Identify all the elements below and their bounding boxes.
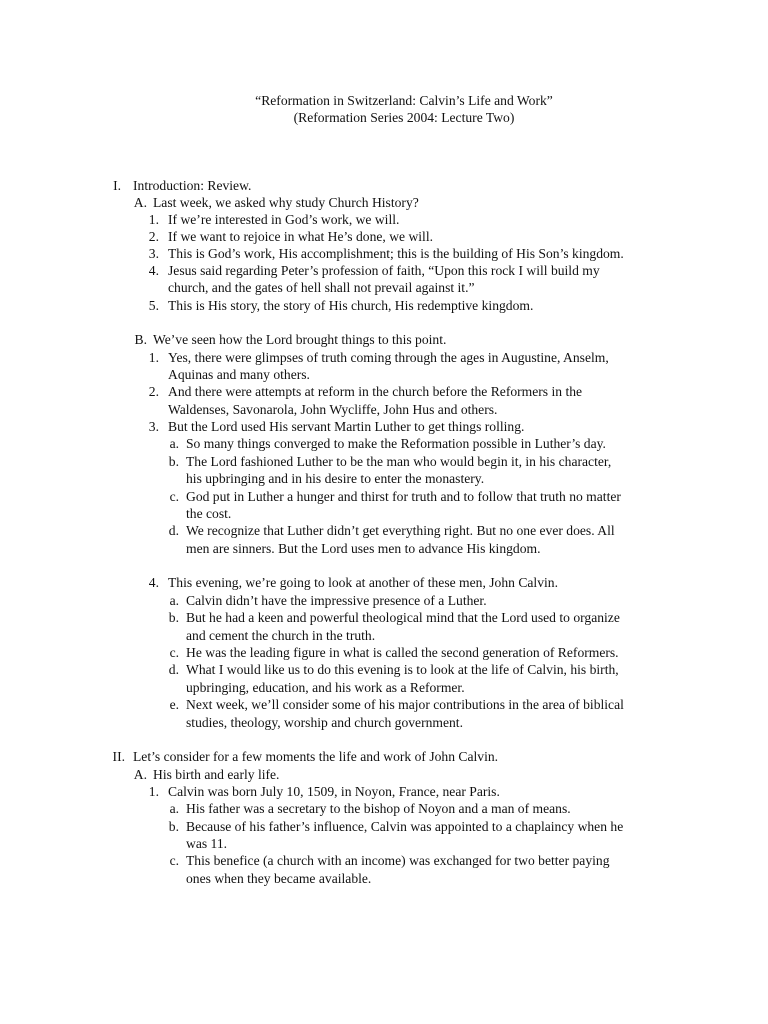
outline-text: Next week, we’ll consider some of his major contributions in the area of biblical — [186, 697, 624, 712]
outline-text: If we’re interested in God’s work, we will. — [168, 212, 400, 227]
outline-label: d. — [168, 523, 179, 538]
outline-label: b. — [168, 454, 179, 469]
outline-label: c. — [169, 645, 179, 660]
outline-label: 3. — [148, 246, 159, 261]
outline-label: 1. — [148, 212, 159, 227]
outline-text: And there were attempts at reform in the church before the Reformers in the — [168, 384, 583, 399]
outline-label: A. — [133, 195, 147, 210]
outline-label: I. — [113, 178, 121, 193]
outline-label: 3. — [148, 419, 159, 434]
outline-label: 1. — [148, 350, 159, 365]
outline-text: upbringing, education, and his work as a Reformer. — [186, 680, 465, 695]
outline-text: We’ve seen how the Lord brought things to this point. — [153, 332, 447, 347]
outline-label: 4. — [148, 263, 159, 278]
outline-label: c. — [169, 489, 179, 504]
outline-text: Aquinas and many others. — [168, 367, 310, 382]
outline-text: church, and the gates of hell shall not prevail against it.” — [168, 280, 475, 295]
outline-text: Calvin was born July 10, 1509, in Noyon, France, near Paris. — [168, 784, 500, 799]
outline-text: This is God’s work, His accomplishment; this is the building of His Son’s kingdom. — [168, 246, 624, 261]
outline-label: c. — [169, 853, 179, 868]
outline-text: This evening, we’re going to look at another of these men, John Calvin. — [168, 575, 558, 590]
outline-label: 4. — [148, 575, 159, 590]
outline-text: ones when they became available. — [186, 871, 372, 886]
outline-label: b. — [168, 610, 179, 625]
outline-text: What I would like us to do this evening is to look at the life of Calvin, his birth, — [186, 662, 619, 677]
outline-text: But he had a keen and powerful theological mind that the Lord used to organize — [186, 610, 620, 625]
outline-text: Waldenses, Savonarola, John Wycliffe, John Hus and others. — [168, 402, 498, 417]
outline-label: a. — [169, 593, 179, 608]
outline-text: Introduction: Review. — [133, 178, 252, 193]
outline-text: This is His story, the story of His church, His redemptive kingdom. — [168, 298, 534, 313]
outline-text: Let’s consider for a few moments the life and work of John Calvin. — [133, 749, 499, 764]
document-title: “Reformation in Switzerland: Calvin’s Life and Work” — [255, 93, 553, 108]
outline-label: 1. — [148, 784, 159, 799]
outline-label: b. — [168, 819, 179, 834]
outline-text: His birth and early life. — [153, 767, 280, 782]
outline-label: e. — [169, 697, 179, 712]
outline-label: 2. — [148, 384, 159, 399]
outline-text: We recognize that Luther didn’t get everything right. But no one ever does. All — [186, 523, 615, 538]
outline-text: his upbringing and in his desire to enter the monastery. — [186, 471, 485, 486]
outline-text: Calvin didn’t have the impressive presence of a Luther. — [186, 593, 487, 608]
outline-text: If we want to rejoice in what He’s done, we will. — [168, 229, 433, 244]
outline-text: the cost. — [186, 506, 232, 521]
outline-label: 2. — [148, 229, 159, 244]
outline-text: So many things converged to make the Reformation possible in Luther’s day. — [186, 436, 606, 451]
outline-label: a. — [169, 436, 179, 451]
outline-label: A. — [133, 767, 147, 782]
outline-text: God put in Luther a hunger and thirst for truth and to follow that truth no matter — [186, 489, 621, 504]
outline-text: Last week, we asked why study Church History? — [153, 195, 419, 210]
outline-text: studies, theology, worship and church government. — [186, 715, 463, 730]
outline-label: a. — [169, 801, 179, 816]
document-subtitle: (Reformation Series 2004: Lecture Two) — [293, 110, 515, 125]
outline-text: men are sinners. But the Lord uses men to advance His kingdom. — [186, 541, 541, 556]
outline-text: But the Lord used His servant Martin Luther to get things rolling. — [168, 419, 525, 434]
outline-text: He was the leading figure in what is called the second generation of Reformers. — [186, 645, 619, 660]
outline-text: His father was a secretary to the bishop of Noyon and a man of means. — [186, 801, 571, 816]
outline-text: Jesus said regarding Peter’s profession of faith, “Upon this rock I will build my — [168, 263, 600, 278]
outline-text: This benefice (a church with an income) was exchanged for two better paying — [186, 853, 610, 868]
outline-label: II. — [112, 749, 125, 764]
outline-label: 5. — [148, 298, 159, 313]
outline-text: Because of his father’s influence, Calvin was appointed to a chaplaincy when he — [186, 819, 624, 834]
outline-label: d. — [168, 662, 179, 677]
outline-text: was 11. — [186, 836, 228, 851]
outline-text: and cement the church in the truth. — [186, 628, 376, 643]
outline-text: The Lord fashioned Luther to be the man who would begin it, in his character, — [186, 454, 612, 469]
outline-label: B. — [134, 332, 147, 347]
outline-text: Yes, there were glimpses of truth coming through the ages in Augustine, Anselm, — [168, 350, 609, 365]
